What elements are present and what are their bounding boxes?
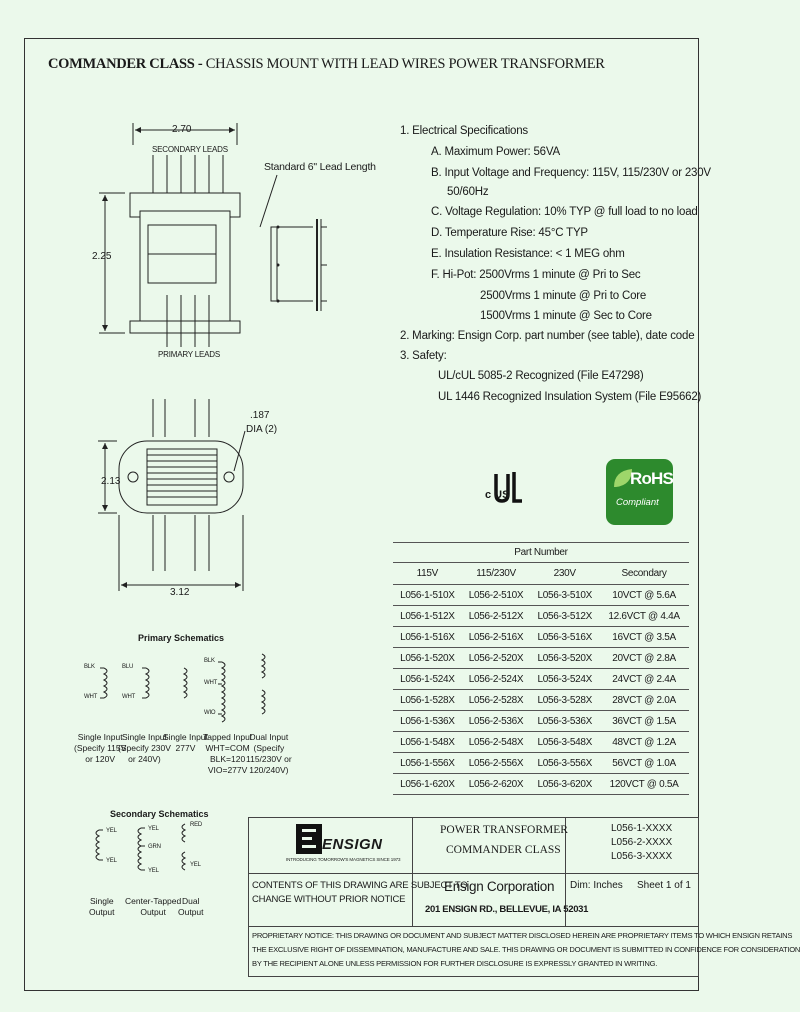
- ensign-logo-text: ENSIGN: [322, 836, 383, 853]
- proprietary-notice-2: THE EXCLUSIVE RIGHT OF DISSEMINATION, MANUFACTURE AND SALE. THIS DRAWING OR DOCUMENT IS SUBMITTED IN CONFIDENCE FOR CONSIDERATION: [252, 945, 800, 954]
- part-number-table: [393, 542, 689, 795]
- column-header: 115/230V: [462, 563, 531, 585]
- table-row: L056-1-516X L056-2-516X L056-3-516X 16VCT @ 3.5A: [393, 627, 689, 648]
- proprietary-notice-1: PROPRIETARY NOTICE: THIS DRAWING OR DOCUMENT AND SUBJECT MATTER DISCLOSED HEREIN ARE PROPRIETARY ITEMS TO WHICH ENSIGN RETAINS: [252, 931, 793, 940]
- table-row: L056-1-510X L056-2-510X L056-3-510X 10VCT @ 5.6A: [393, 585, 689, 606]
- part-family-1: L056-1-XXXX: [611, 823, 673, 834]
- sheet-number: Sheet 1 of 1: [637, 880, 691, 891]
- spec-input-voltage: B. Input Voltage and Frequency: 115V, 115/230V or 230V: [431, 167, 711, 179]
- table-row: L056-1-536X L056-2-536X L056-3-536X 36VCT @ 1.5A: [393, 711, 689, 732]
- table-row: L056-1-620X L056-2-620X L056-3-620X 120VCT @ 0.5A: [393, 774, 689, 795]
- ensign-logo-mark: [296, 824, 322, 854]
- product-class: COMMANDER CLASS: [446, 844, 561, 856]
- primary-caption-1: Single Input (Specify 115V or 120V: [74, 732, 127, 764]
- part-family-3: L056-3-XXXX: [611, 851, 673, 862]
- rohs-logo: RoHS Compliant: [606, 459, 673, 525]
- spec-heading: 1. Electrical Specifications: [400, 125, 528, 137]
- company-name: Ensign Corporation: [444, 879, 555, 894]
- table-row: L056-1-528X L056-2-528X L056-3-528X 28VCT @ 2.0A: [393, 690, 689, 711]
- spec-marking: 2. Marking: Ensign Corp. part number (see table), date code: [400, 330, 695, 342]
- column-header: Secondary: [599, 563, 689, 585]
- lead-length-label: Standard 6" Lead Length: [264, 161, 376, 173]
- secondary-caption-1: Single Output: [89, 896, 115, 917]
- table-row: L056-1-548X L056-2-548X L056-3-548X 48VCT @ 1.2A: [393, 732, 689, 753]
- primary-caption-5: Dual Input (Specify 115/230V or 120/240V): [246, 732, 292, 775]
- column-header: 230V: [530, 563, 599, 585]
- secondary-caption-3: Dual Output: [178, 896, 204, 917]
- primary-caption-4: Tapped Input WHT=COM BLK=120 VIO=277V: [203, 732, 253, 775]
- spec-insulation: E. Insulation Resistance: < 1 MEG ohm: [431, 248, 625, 260]
- hole-dia-label: DIA (2): [246, 424, 278, 435]
- depth-dimension: 2.13: [101, 476, 121, 487]
- spec-hipot-2: 2500Vrms 1 minute @ Pri to Core: [480, 290, 647, 302]
- ensign-logo-tagline: INTRODUCING TOMORROW'S MAGNETICS SINCE 1973: [286, 857, 401, 862]
- mount-dimension: 3.12: [170, 587, 190, 598]
- hole-size-label: .187: [250, 410, 270, 421]
- primary-caption-2: Single Input (Specify 230V or 240V): [118, 732, 171, 764]
- page-title: COMMANDER CLASS - CHASSIS MOUNT WITH LEAD WIRES POWER TRANSFORMER: [48, 56, 605, 72]
- table-row: L056-1-520X L056-2-520X L056-3-520X 20VCT @ 2.8A: [393, 648, 689, 669]
- dimension-units: Dim: Inches: [570, 880, 623, 891]
- spec-ul-5085: UL/cUL 5085-2 Recognized (File E47298): [438, 370, 644, 382]
- secondary-schematics-title: Secondary Schematics: [110, 809, 209, 819]
- table-row: L056-1-512X L056-2-512X L056-3-512X 12.6VCT @ 4.4A: [393, 606, 689, 627]
- transformer-side-view: [95, 115, 385, 375]
- secondary-leads-label: SECONDARY LEADS: [152, 145, 228, 154]
- spec-ul-1446: UL 1446 Recognized Insulation System (File E95662): [438, 391, 702, 403]
- spec-hipot-1: F. Hi-Pot: 2500Vrms 1 minute @ Pri to Sec: [431, 269, 641, 281]
- primary-caption-3: Single Input 277V: [163, 732, 208, 753]
- spec-regulation: C. Voltage Regulation: 10% TYP @ full load to no load: [431, 206, 698, 218]
- ul-mark-text: c US: [485, 489, 510, 501]
- primary-leads-label: PRIMARY LEADS: [158, 350, 221, 359]
- primary-schematic-diagrams: [70, 648, 280, 728]
- table-row: L056-1-556X L056-2-556X L056-3-556X 56VCT @ 1.0A: [393, 753, 689, 774]
- spec-max-power: A. Maximum Power: 56VA: [431, 146, 560, 158]
- width-dimension: 2.70: [172, 124, 192, 135]
- company-address: 201 ENSIGN RD., BELLEVUE, IA 52031: [425, 904, 589, 915]
- spec-temperature: D. Temperature Rise: 45°C TYP: [431, 227, 588, 239]
- spec-frequency: 50/60Hz: [447, 186, 489, 198]
- change-notice-1: CONTENTS OF THIS DRAWING ARE SUBJECT TO: [252, 880, 468, 891]
- primary-schematics-title: Primary Schematics: [138, 633, 225, 643]
- part-number-header: Part Number: [393, 543, 689, 563]
- spec-safety: 3. Safety:: [400, 350, 447, 362]
- change-notice-2: CHANGE WITHOUT PRIOR NOTICE: [252, 894, 406, 905]
- secondary-caption-2: Center-Tapped Output: [125, 896, 182, 917]
- column-header: 115V: [393, 563, 462, 585]
- height-dimension: 2.25: [92, 251, 112, 262]
- part-family-2: L056-2-XXXX: [611, 837, 673, 848]
- table-row: L056-1-524X L056-2-524X L056-3-524X 24VCT @ 2.4A: [393, 669, 689, 690]
- spec-hipot-3: 1500Vrms 1 minute @ Sec to Core: [480, 310, 652, 322]
- proprietary-notice-3: BY THE RECIPIENT ALONE UNLESS PERMISSION FOR FURTHER DISCLOSURE IS EXPRESSLY GRANTED IN WRITING.: [252, 959, 658, 968]
- product-name: POWER TRANSFORMER: [440, 824, 568, 836]
